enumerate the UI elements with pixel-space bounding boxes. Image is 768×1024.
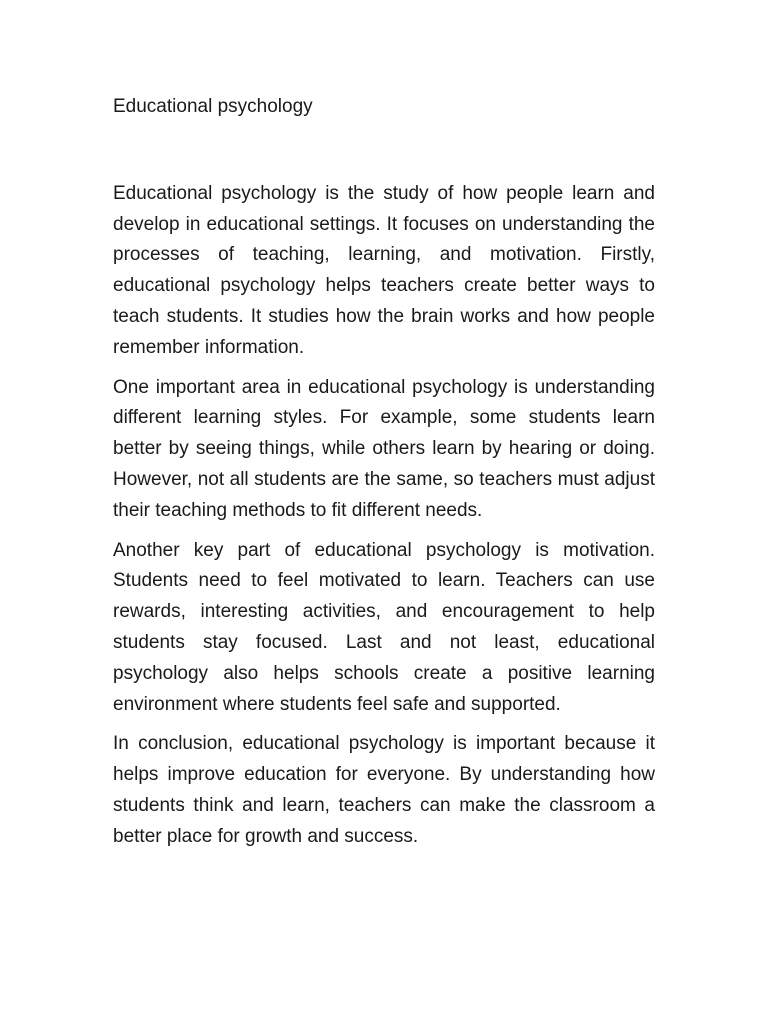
paragraph-motivation: Another key part of educational psychology is motivation. Students need to feel motivated to learn. Teachers can use rewards, interesting activities, and encouragement to help students stay focused. Last and not least, educational psychology also helps schools create a positive learning environment where students feel safe and supported.	[113, 539, 655, 715]
document-title: Educational psychology	[113, 96, 313, 117]
paragraph-conclusion: In conclusion, educational psychology is important because it helps improve education for everyone. By understanding how students think and learn, teachers can make the classroom a better place for growth and success.	[113, 733, 655, 847]
document-body	[113, 92, 655, 862]
paragraph-learning-styles: One important area in educational psychology is understanding different learning styles. For example, some students learn better by seeing things, while others learn by hearing or doing. However, not all students are the same, so teachers must adjust their teaching methods to fit different needs.	[113, 376, 655, 521]
paragraph-introduction: Educational psychology is the study of how people learn and develop in educational settings. It focuses on understanding the processes of teaching, learning, and motivation. Firstly, educational psychology helps teachers create better ways to teach students. It studies how the brain works and how people remember information.	[113, 182, 655, 358]
